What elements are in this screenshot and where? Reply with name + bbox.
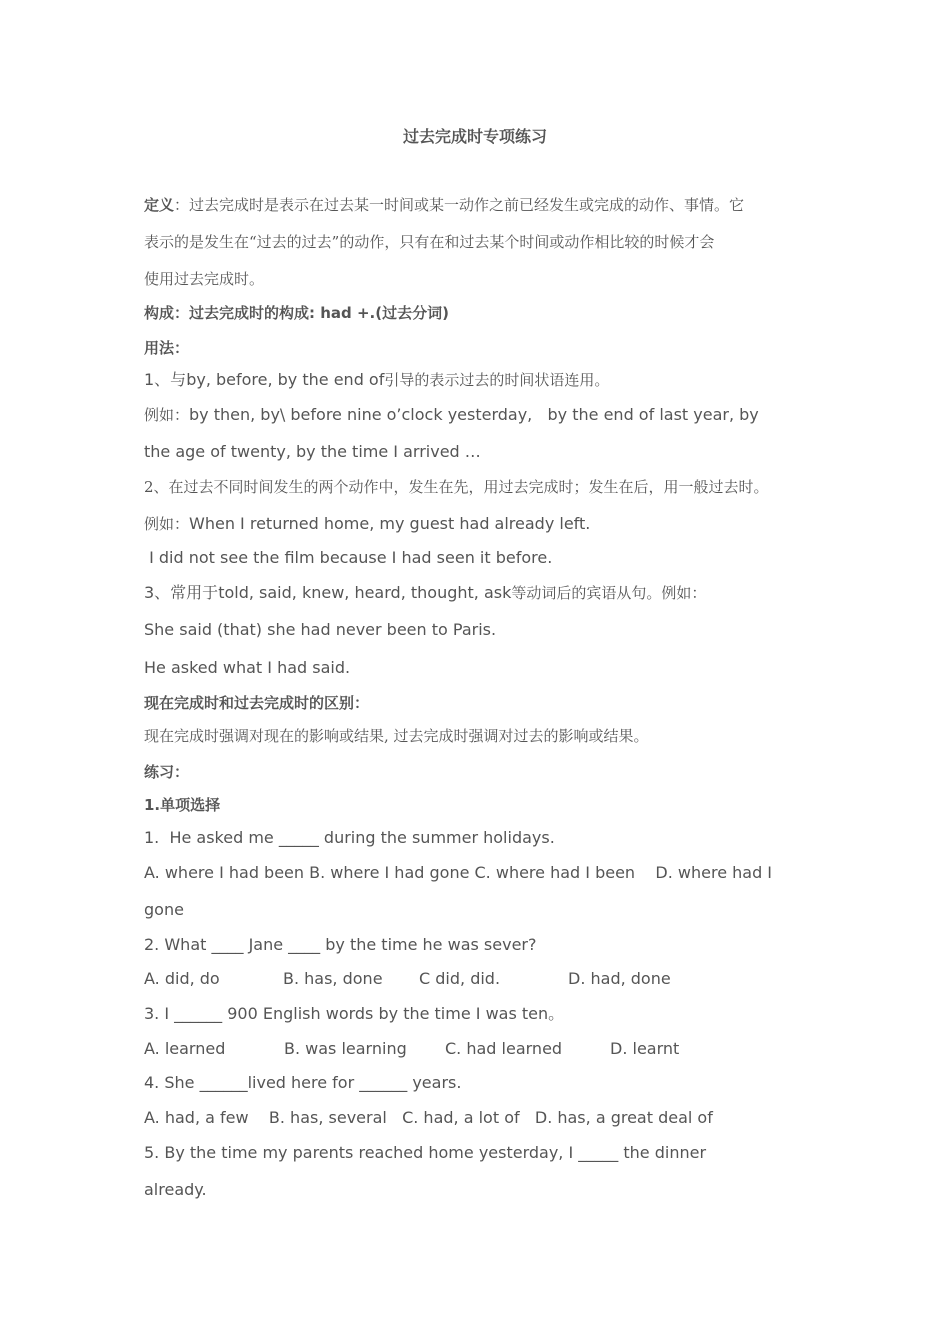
question-1: 1. He asked me _____ during the summer holidays. <box>144 828 555 847</box>
example-3-line-1: She said (that) she had never been to Paris. <box>144 620 497 639</box>
question-2-option-d: D. had, done <box>568 969 671 988</box>
question-4-options: A. had, a few B. has, several C. had, a lot of D. has, a great deal of <box>144 1108 713 1127</box>
example-label: 例如： <box>144 406 190 424</box>
composition-line: 构成：过去完成时的构成: had +.(过去分词) <box>144 304 449 322</box>
question-3-option-d: D. learnt <box>610 1039 680 1058</box>
page-title: 过去完成时专项练习 <box>402 127 547 146</box>
practice-heading: 练习： <box>144 763 190 781</box>
definition-line-1: 定义：过去完成时是表示在过去某一时间或某一动作之前已经发生或完成的动作、事情。它 <box>144 196 745 214</box>
question-5-line-2: already. <box>144 1180 207 1199</box>
question-3: 3. I ______ 900 English words by the time I was ten。 <box>144 1004 565 1023</box>
question-2-option-c: C did, did. <box>419 969 501 988</box>
usage-heading: 用法： <box>144 339 190 357</box>
question-2: 2. What ____ Jane ____ by the time he was sever? <box>144 935 537 954</box>
usage-3: 3、常用于told, said, knew, heard, thought, ask等动词后的宾语从句。例如： <box>144 583 707 602</box>
example-2-line-2: I did not see the film because I had seen it before. <box>144 548 553 567</box>
difference-text: 现在完成时强调对现在的影响或结果, 过去完成时强调对过去的影响或结果。 <box>144 727 649 745</box>
question-2-option-b: B. has, done <box>283 969 383 988</box>
definition-label: 定义 <box>144 196 175 214</box>
usage-1: 1、与by, before, by the end of引导的表示过去的时间状语连用。 <box>144 370 610 389</box>
question-1-options-line-2: gone <box>144 900 184 919</box>
definition-line-3: 使用过去完成时。 <box>144 270 265 288</box>
example-2-line-1: 例如：When I returned home, my guest had already left. <box>144 514 591 533</box>
question-4: 4. She ______lived here for ______ years. <box>144 1073 462 1092</box>
usage-2: 2、在过去不同时间发生的两个动作中，发生在先，用过去完成时；发生在后，用一般过去时。 <box>144 478 769 496</box>
example-1-line-2: the age of twenty, by the time I arrived … <box>144 442 481 461</box>
question-3-option-a: A. learned <box>144 1039 226 1058</box>
question-3-option-b: B. was learning <box>284 1039 407 1058</box>
question-5-line-1: 5. By the time my parents reached home yesterday, I _____ the dinner <box>144 1143 707 1162</box>
example-label: 例如： <box>144 515 190 533</box>
difference-heading: 现在完成时和过去完成时的区别： <box>144 694 370 712</box>
example-3-line-2: He asked what I had said. <box>144 658 351 677</box>
definition-line-2: 表示的是发生在“过去的过去”的动作，只有在和过去某个时间或动作相比较的时候才会 <box>144 233 715 251</box>
example-1-line-1: 例如：by then, by\ before nine o’clock yesterday, by the end of last year, by <box>144 405 759 424</box>
section-1-heading: 1.单项选择 <box>144 796 221 814</box>
question-1-options-line-1: A. where I had been B. where I had gone C. where had I been D. where had I <box>144 863 773 882</box>
question-2-option-a: A. did, do <box>144 969 220 988</box>
question-3-option-c: C. had learned <box>445 1039 563 1058</box>
